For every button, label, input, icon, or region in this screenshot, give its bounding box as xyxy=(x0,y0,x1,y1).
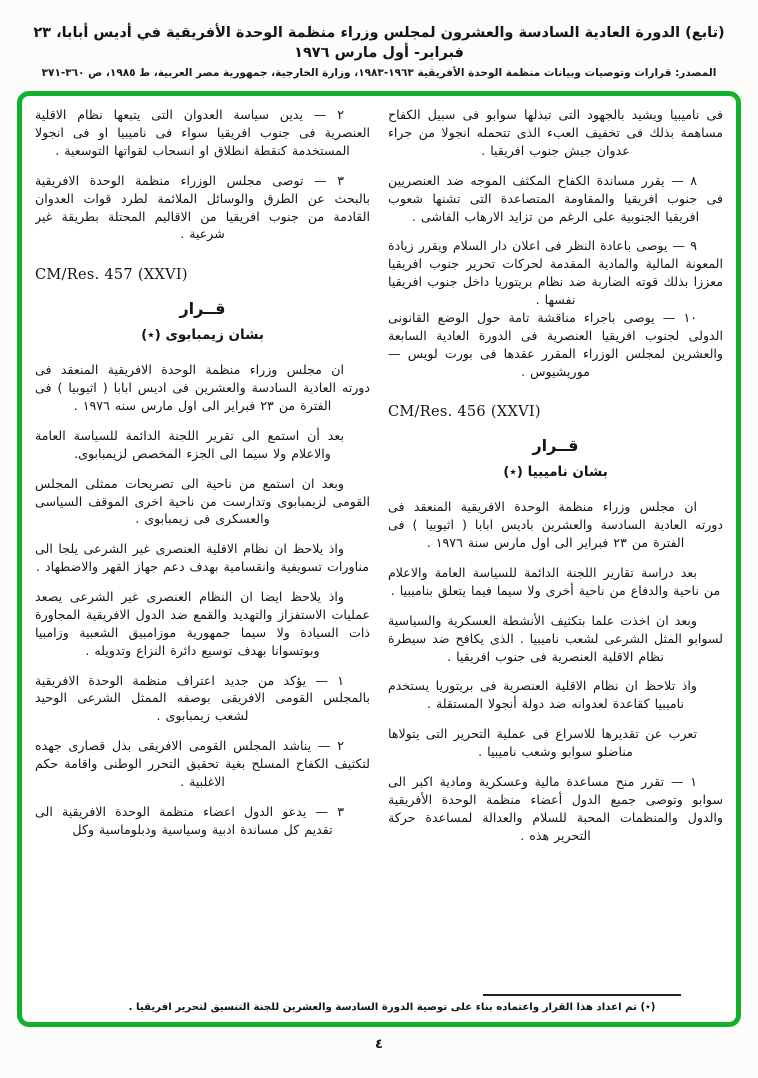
res457-preamble-4: واذ يلاحظ ان نظام الاقلية العنصرى غير الشرعى يلجا الى مناورات تسويفية وانقسامية بهدف دعم جهاز القهر والاضطهاد . xyxy=(35,541,369,575)
res455-para8: ٨ — يقرر مساندة الكفاح المكثف الموجه ضد العنصريين فى جنوب افريقيا والمقاومة المتصاعدة التى تشنها شعوب افريقيا الجنوبية على الرغم من تزايد الارهاب الفاشى . xyxy=(388,172,723,224)
page-header xyxy=(0,0,758,79)
res455-para9: ٩ — يوصى باعادة النظر فى اعلان دار السلام ويقرر زيادة المعونة المالية والمادية المقدمة لحركات تحرير جنوب افريقيا معززا بذلك قوته الضاربة ضد نظام بريتوريا داخل جنوب افريقيا نفسها . xyxy=(388,238,723,307)
res456-title: قــرار xyxy=(532,436,579,456)
footnote-divider xyxy=(483,994,681,996)
res456-preamble-1: ان مجلس وزراء منظمة الوحدة الافريقية المنعقد فى دورته العادية السادسة والعشرين باديس ابابا ( اثيوبيا ) فى الفترة من ٢٣ فبراير الى اول مارس سنة ١٩٧٦ . xyxy=(388,499,723,551)
page-number: ٤ xyxy=(375,1037,383,1053)
res457-id: CM/Res. 457 (XXVI) xyxy=(35,267,188,284)
document-frame xyxy=(17,91,741,1027)
res457-preamble-5: واذ يلاحظ ايضا ان النظام العنصرى غير الشرعى يصعد عمليات الاستفزاز والتهديد والقمع ضد الدول الافريقية المجاورة ذات السيادة ولا سيما جمهورية موزامبيق الشعبية وزامبيا وبوتسوانا بهدف توسيع دائرة النزاع وتدويله . xyxy=(35,589,370,658)
res457-operative-2: ٢ — يناشد المجلس القومى الافريقى بذل قصارى جهده لتكثيف الكفاح المسلح بغية تحقيق التحرر الوطنى واقامة حكم الاغلبية . xyxy=(35,738,370,789)
res457-subject: بشان زيمبابوى (٭) xyxy=(141,327,264,344)
res456-preamble-2: بعد دراسة تقارير اللجنة الدائمة للسياسة العامة والاعلام من ناحية والدفاع من ناحية أخرى ولا سيما فيما يتعلق بناميبيا . xyxy=(388,565,721,598)
header-source-line: المصدر: قرارات وتوصيات وبيانات منظمة الوحدة الأفريقية ١٩٦٣-١٩٨٣، وزارة الخارجية، جمهورية مصر العربية، ط ١٩٨٥، ص ٣٦٠-٣٧١ xyxy=(41,67,717,80)
header-session-line: (تابع) الدورة العادية السادسة والعشرون لمجلس وزراء منظمة الوحدة الأفريقية في أديس أبابا، ٢٣ فبراير- أول مارس ١٩٧٦ xyxy=(33,25,725,61)
two-column-text xyxy=(35,106,723,992)
res456-subject: بشان ناميبيا (٭) xyxy=(503,464,608,481)
column-left xyxy=(35,106,370,992)
res457-title: قــرار xyxy=(179,299,226,319)
res455-para7-continuation: فى ناميبيا ويشيد بالجهود التى تبذلها سوابو فى سبيل الكفاح مساهمة بذلك فى تخفيف العبء الذى تتحمله انجولا من جراء عدوان جيش جنوب افريقيا . xyxy=(388,107,723,158)
res457-preamble-1: ان مجلس وزراء منظمة الوحدة الافريقية المنعقد فى دورته العادية السادسة والعشرين فى اديس ابابا ( اثيوبيا ) فى الفترة من ٢٣ فبراير الى اول مارس سنه ١٩٧٦ . xyxy=(35,362,370,413)
res456-id: CM/Res. 456 (XXVI) xyxy=(388,404,541,421)
res456-operative-2: ٢ — يدين سياسة العدوان التى يتبعها نظام الاقلية العنصرية فى جنوب افريقيا سواء فى ناميبيا او فى انجولا المستخدمة كنقطة انطلاق او انسحاب لقواتها التوسعية . xyxy=(35,107,370,158)
res456-operative-3: ٣ — توصى مجلس الوزراء منظمة الوحدة الافريقية بالبحث عن الطرق والوسائل الملائمة لطرد قوات العدوان القادمة من جنوب افريقيا من الاقاليم المحتلة بطريقة غير شرعية . xyxy=(35,172,370,242)
column-right xyxy=(388,106,723,992)
footnote-area xyxy=(35,992,723,1016)
res457-preamble-2: بعد أن استمع الى تقرير اللجنة الدائمة للسياسة العامة والاعلام ولا سيما الى الجزء المخصص لزيمبابوى. xyxy=(35,427,344,461)
res456-preamble-5: تعرب عن تقديرها للاسراع فى عملية التحرير التى يتولاها مناضلو سوابو وشعب ناميبيا . xyxy=(388,726,697,759)
res456-preamble-3: وبعد ان اخذت علما بتكثيف الأنشطة العسكرية والسياسية لسوابو المثل الشرعى لشعب ناميبيا . الذى يكافح ضد سيطرة نظام الاقلية العنصرية فى جنوب افريقيا . xyxy=(388,612,723,664)
res455-para10: ١٠ — يوصى باجراء مناقشة تامة حول الوضع القانونى الدولى لجنوب افريقيا العنصرية فى الدورة العادية السابعة والعشرين لمجلس الوزراء المقرر عقدها فى بورت لويس — موريشيوس . xyxy=(388,309,723,379)
res457-preamble-3: وبعد ان استمع من ناحية الى تصريحات ممثلى المجلس القومى لزيمبابوى وتدارست من ناحية اخرى الموقف السياسى والعسكرى فى زيمبابوى . xyxy=(35,475,370,527)
res456-preamble-4: واذ تلاحظ ان نظام الاقلية العنصرية فى بريتوريا يستخدم ناميبيا كقاعدة لعدوانه ضد دولة أنجولا المستقلة . xyxy=(388,678,697,712)
res457-operative-3: ٣ — يدعو الدول اعضاء منظمة الوحدة الافريقية الى تقديم كل مساندة ادبية وسياسية ودبلوماسية وكل xyxy=(35,803,344,837)
res457-operative-1: ١ — يؤكد من جديد اعتراف منظمة الوحدة الافريقية بالمجلس القومى الافريقى بوصفه الممثل الشرعى الوحيد لشعب زيمبابوى . xyxy=(35,672,370,724)
footnote: (٭) تم اعداد هذا القرار واعتماده بناء على توصية الدورة السادسة والعشرين للجنة التنسيق لتحرير افريقيا . xyxy=(128,1001,656,1013)
res456-operative-1: ١ — تقرر منح مساعدة مالية وعسكرية ومادية اكبر الى سوابو وتوصى جميع الدول أعضاء منظمة الوحدة الأفريقية والدول والمنظمات المحبة للسلام والعدالة لمساعدة حركة التحرير هذه . xyxy=(388,773,723,843)
